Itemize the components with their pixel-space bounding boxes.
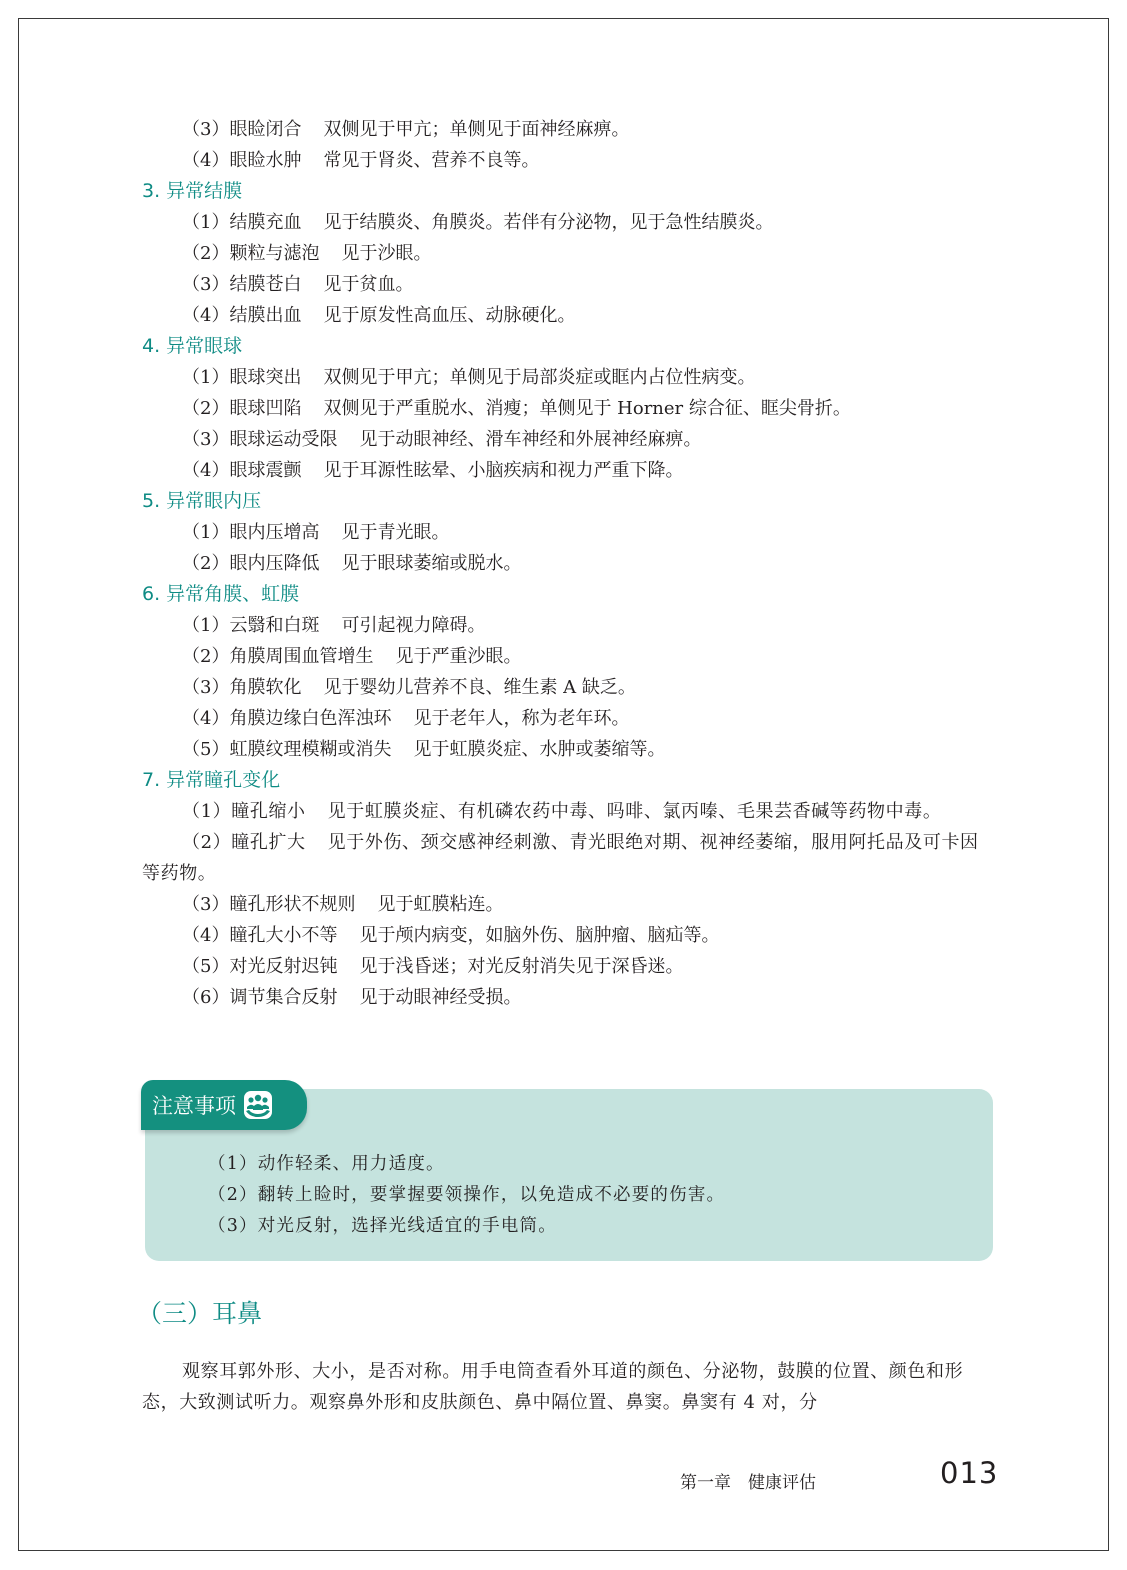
list-item: （2）颗粒与滤泡 见于沙眼。 (182, 243, 432, 264)
section-heading: 6. 异常角膜、虹膜 (142, 583, 300, 605)
section-heading: 4. 异常眼球 (142, 335, 243, 357)
list-item: （2）角膜周围血管增生 见于严重沙眼。 (182, 646, 522, 667)
list-item: （4）结膜出血 见于原发性高血压、动脉硬化。 (182, 305, 576, 326)
section-heading: 5. 异常眼内压 (142, 490, 262, 512)
section-title: （三）耳鼻 (137, 1299, 263, 1328)
list-item: （1）眼内压增高 见于青光眼。 (182, 522, 450, 543)
section-heading: 7. 异常瞳孔变化 (142, 769, 281, 791)
list-item: （3）结膜苍白 见于贫血。 (182, 274, 414, 295)
list-item: （4）眼睑水肿 常见于肾炎、营养不良等。 (182, 150, 540, 171)
page-number: 013 (940, 1456, 999, 1490)
list-item: （1）眼球突出 双侧见于甲亢；单侧见于局部炎症或眶内占位性病变。 (182, 367, 756, 388)
notice-item: （2）翻转上睑时，要掌握要领操作，以免造成不必要的伤害。 (208, 1185, 726, 1205)
list-item: （4）瞳孔大小不等 见于颅内病变，如脑外伤、脑肿瘤、脑疝等。 (182, 925, 720, 946)
list-item: （2）眼内压降低 见于眼球萎缩或脱水。 (182, 553, 522, 574)
group-hands-icon (242, 1089, 274, 1121)
list-item: （2）眼球凹陷 双侧见于严重脱水、消瘦；单侧见于 Horner 综合征、眶尖骨折。 (182, 398, 851, 419)
list-item: （6）调节集合反射 见于动眼神经受损。 (182, 987, 522, 1008)
list-item: （1）瞳孔缩小 见于虹膜炎症、有机磷农药中毒、吗啡、氯丙嗪、毛果芸香碱等药物中毒。 (182, 801, 942, 822)
notice-list (208, 1149, 725, 1242)
list-item: （3）瞳孔形状不规则 见于虹膜粘连。 (182, 894, 504, 915)
list-item: （4）角膜边缘白色浑浊环 见于老年人，称为老年环。 (182, 708, 630, 729)
main-content (142, 114, 992, 1013)
notice-tab (141, 1080, 307, 1130)
list-item: （5）对光反射迟钝 见于浅昏迷；对光反射消失见于深昏迷。 (182, 956, 684, 977)
list-item: （2）瞳孔扩大 见于外伤、颈交感神经刺激、青光眼绝对期、视神经萎缩，服用阿托品及可卡因等药物。 (142, 832, 979, 884)
list-item: （1）云翳和白斑 可引起视力障碍。 (182, 615, 486, 636)
chapter-label: 第一章 健康评估 (680, 1473, 816, 1493)
list-item: （3）眼球运动受限 见于动眼神经、滑车神经和外展神经麻痹。 (182, 429, 702, 450)
notice-title: 注意事项 (152, 1094, 236, 1118)
list-item: （1）结膜充血 见于结膜炎、角膜炎。若伴有分泌物，见于急性结膜炎。 (182, 212, 774, 233)
list-item: （3）眼睑闭合 双侧见于甲亢；单侧见于面神经麻痹。 (182, 119, 630, 140)
list-item: （3）角膜软化 见于婴幼儿营养不良、维生素 A 缺乏。 (182, 677, 636, 698)
section-body: 观察耳郭外形、大小，是否对称。用手电筒查看外耳道的颜色、分泌物，鼓膜的位置、颜色和形态，大致测试听力。观察鼻外形和皮肤颜色、鼻中隔位置、鼻窦。鼻窦有 4 对，分 (142, 1361, 964, 1413)
notice-item: （3）对光反射，选择光线适宜的手电筒。 (208, 1216, 557, 1236)
notice-item: （1）动作轻柔、用力适度。 (208, 1154, 445, 1174)
list-item: （4）眼球震颤 见于耳源性眩晕、小脑疾病和视力严重下降。 (182, 460, 684, 481)
section-heading: 3. 异常结膜 (142, 180, 243, 202)
list-item: （5）虹膜纹理模糊或消失 见于虹膜炎症、水肿或萎缩等。 (182, 739, 666, 760)
